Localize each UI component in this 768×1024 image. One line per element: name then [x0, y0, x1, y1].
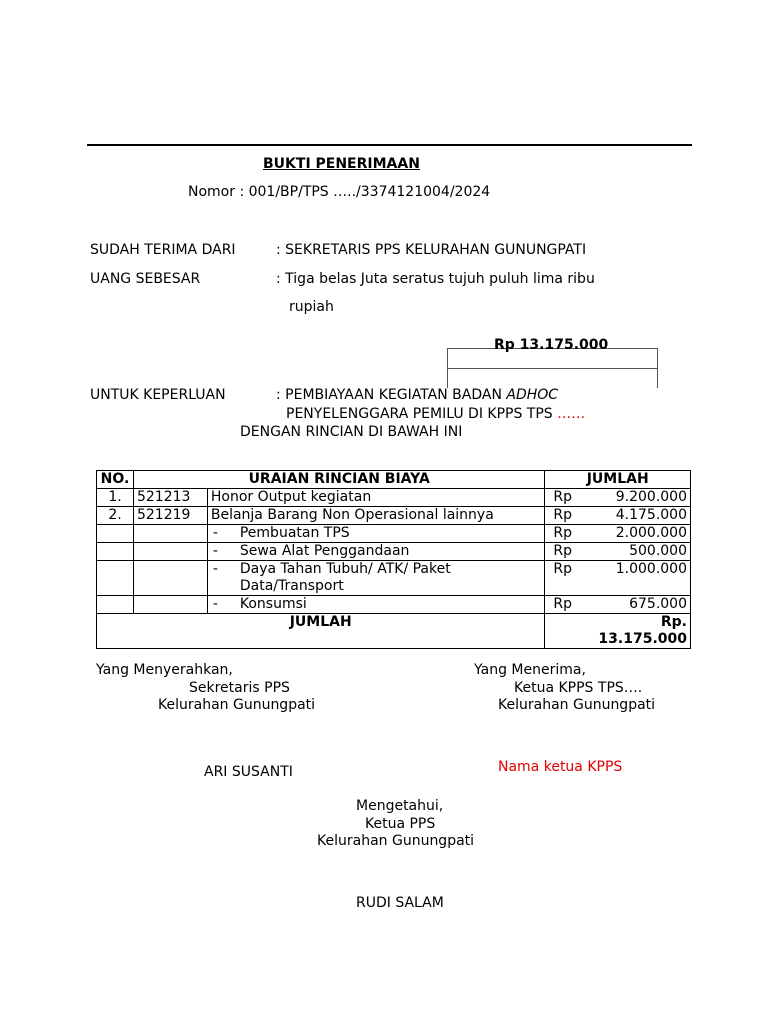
amount-box [447, 348, 658, 388]
table-row [97, 525, 691, 543]
row-uraian [207, 543, 545, 561]
row-uraian-text: Pembuatan TPS [239, 525, 350, 541]
document-number: Nomor : 001/BP/TPS …../3374121004/2024 [188, 184, 491, 200]
row-dash: - [212, 525, 218, 541]
table-header-row [97, 471, 691, 489]
row-jumlah [545, 543, 691, 561]
total-amount [545, 614, 691, 649]
row-amount: 675.000 [629, 596, 687, 612]
approver-office: Kelurahan Gunungpati [317, 833, 475, 849]
row-amount: 500.000 [629, 543, 687, 559]
document-title: BUKTI PENERIMAAN [263, 156, 420, 172]
purpose-adhoc: ADHOC [506, 387, 559, 403]
row-jumlah [545, 561, 691, 596]
row-currency: Rp [553, 596, 573, 612]
giver-office: Kelurahan Gunungpati [158, 697, 316, 713]
row-kode [133, 596, 207, 614]
row-uraian: Honor Output kegiatan [207, 489, 545, 507]
total-currency: Rp. [660, 614, 687, 630]
header-uraian: URAIAN RINCIAN BIAYA [133, 471, 544, 489]
row-jumlah [545, 489, 691, 507]
row-no [97, 596, 134, 614]
total-label: JUMLAH [97, 614, 545, 649]
purpose-line2-text: PENYELENGGARA PEMILU DI KPPS TPS [286, 406, 558, 422]
row-uraian-text: Daya Tahan Tubuh/ ATK/ Paket Data/Transport [239, 561, 451, 594]
row-no [97, 525, 134, 543]
giver-position: Sekretaris PPS [189, 680, 290, 696]
table-row [97, 543, 691, 561]
approver-name: RUDI SALAM [356, 895, 444, 911]
top-divider [87, 144, 692, 146]
table-row [97, 561, 691, 596]
row-amount: 1.000.000 [615, 561, 687, 577]
row-kode: 521219 [133, 507, 207, 525]
purpose-line1 [276, 387, 558, 403]
header-jumlah: JUMLAH [545, 471, 691, 489]
row-kode [133, 561, 207, 596]
header-no: NO. [97, 471, 134, 489]
giver-heading: Yang Menyerahkan, [96, 662, 233, 678]
table-row [97, 489, 691, 507]
receiver-office: Kelurahan Gunungpati [498, 697, 656, 713]
table-row [97, 507, 691, 525]
giver-name: ARI SUSANTI [204, 764, 293, 780]
row-jumlah [545, 525, 691, 543]
purpose-line1-text: : PEMBIAYAAN KEGIATAN BADAN [276, 387, 507, 403]
row-uraian-text: Sewa Alat Penggandaan [239, 543, 410, 559]
row-jumlah [545, 596, 691, 614]
row-uraian [207, 561, 545, 596]
row-dash: - [212, 543, 218, 559]
purpose-line3: DENGAN RINCIAN DI BAWAH INI [240, 424, 463, 440]
approver-heading: Mengetahui, [356, 798, 444, 814]
table-row [97, 596, 691, 614]
row-no: 2. [97, 507, 134, 525]
row-amount: 9.200.000 [615, 489, 687, 505]
total-value: 13.175.000 [598, 631, 687, 647]
row-kode [133, 543, 207, 561]
row-amount: 4.175.000 [615, 507, 687, 523]
row-uraian [207, 596, 545, 614]
receiver-heading: Yang Menerima, [474, 662, 586, 678]
purpose-line2 [286, 406, 585, 422]
row-currency: Rp [553, 543, 573, 559]
row-currency: Rp [553, 525, 573, 541]
row-jumlah [545, 507, 691, 525]
cost-detail-table [96, 470, 691, 649]
row-currency: Rp [553, 561, 573, 577]
row-kode [133, 525, 207, 543]
amount-words-line2: rupiah [289, 299, 334, 315]
row-kode: 521213 [133, 489, 207, 507]
row-uraian [207, 525, 545, 543]
row-no: 1. [97, 489, 134, 507]
row-uraian-text: Konsumsi [239, 596, 307, 612]
row-uraian: Belanja Barang Non Operasional lainnya [207, 507, 545, 525]
receiver-name-placeholder: Nama ketua KPPS [498, 759, 623, 775]
received-from-value: : SEKRETARIS PPS KELURAHAN GUNUNGPATI [276, 242, 587, 258]
amount-figure: Rp 13.175.000 [494, 337, 609, 353]
tps-placeholder: …… [557, 406, 586, 422]
amount-words-label: UANG SEBESAR [90, 271, 201, 287]
row-dash: - [212, 596, 218, 612]
received-from-label: SUDAH TERIMA DARI [90, 242, 236, 258]
receiver-position: Ketua KPPS TPS…. [514, 680, 643, 696]
row-dash: - [212, 561, 218, 577]
purpose-label: UNTUK KEPERLUAN [90, 387, 226, 403]
approver-position: Ketua PPS [365, 816, 436, 832]
row-amount: 2.000.000 [615, 525, 687, 541]
row-no [97, 543, 134, 561]
row-currency: Rp [553, 489, 573, 505]
amount-words-line1: : Tiga belas Juta seratus tujuh puluh lima ribu [276, 271, 595, 287]
row-currency: Rp [553, 507, 573, 523]
table-total-row [97, 614, 691, 649]
row-no [97, 561, 134, 596]
